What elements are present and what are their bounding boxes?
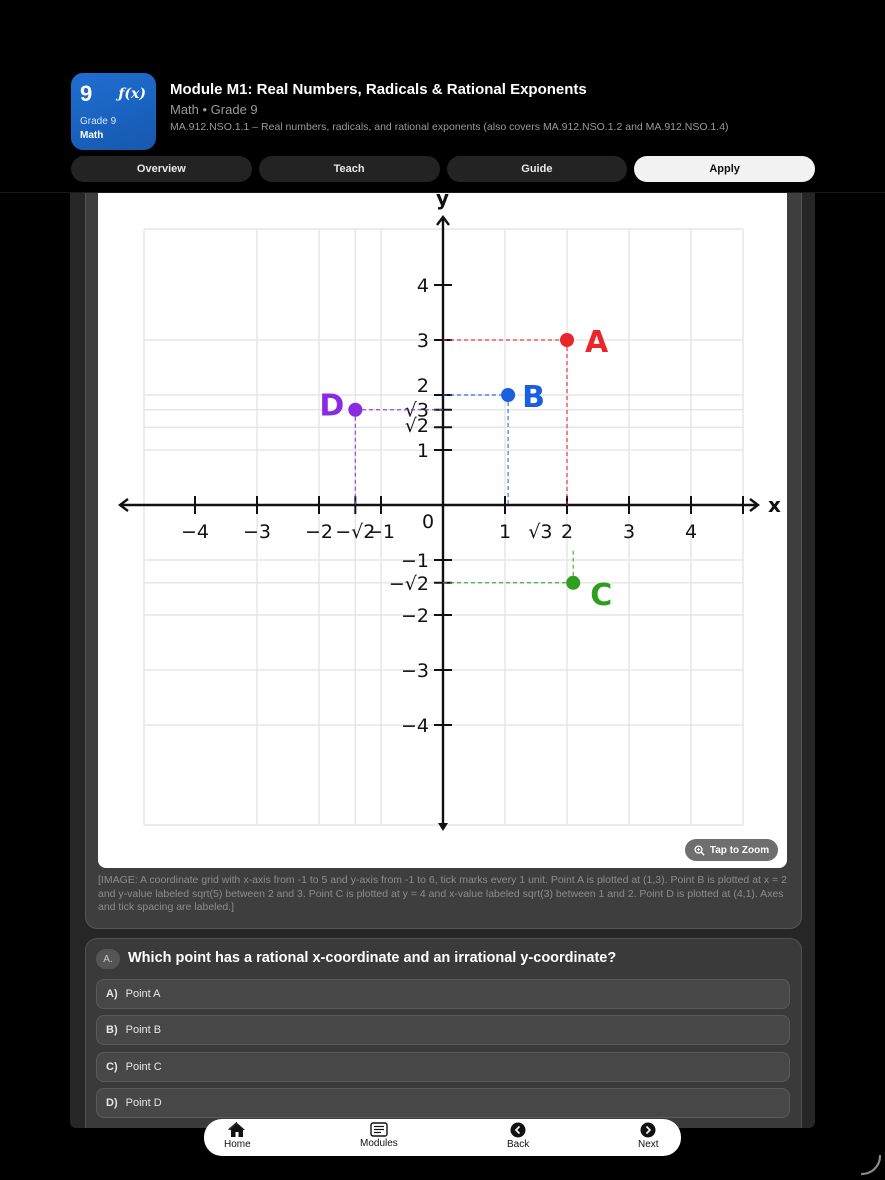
nav-modules-label: Modules bbox=[360, 1138, 398, 1149]
option-label: Point B bbox=[125, 1024, 162, 1036]
chevron-left-circle-icon bbox=[510, 1122, 526, 1138]
module-subtitle: Math • Grade 9 bbox=[170, 102, 258, 117]
option-label: Point C bbox=[125, 1061, 162, 1073]
coordinate-plane-chart bbox=[98, 193, 787, 868]
question-text: Which point has a rational x-coordinate and an irrational y-coordinate? bbox=[128, 950, 617, 966]
module-header bbox=[0, 0, 885, 193]
option-b[interactable] bbox=[96, 1015, 790, 1045]
svg-text:0: 0 bbox=[421, 511, 435, 533]
figure-caption: [IMAGE: A coordinate grid with x-axis from -1 to 5 and y-axis from -1 to 6, tick marks every 1 unit. Point A is plotted at (1,3). Point B is plotted at x = 2 and y-value labeled sqrt(5) between 2 and 3. Point C is plotted at y = 4 and x-value labeled sqrt(3) between 1 and 2. Point D is plotted at (4,1). Axes and tick spacing are labeled.] bbox=[98, 874, 787, 913]
tap-to-zoom-label: Tap to Zoom bbox=[709, 844, 770, 856]
tab-overview[interactable]: Overview bbox=[71, 156, 252, 182]
tab-teach[interactable]: Teach bbox=[259, 156, 440, 182]
svg-text:2: 2 bbox=[560, 521, 574, 543]
nav-home[interactable] bbox=[224, 1122, 251, 1150]
option-label: Point A bbox=[125, 988, 161, 1000]
module-title: Module M1: Real Numbers, Radicals & Rational Exponents bbox=[170, 81, 587, 98]
svg-text:√3: √3 bbox=[528, 521, 553, 543]
svg-text:−4: −4 bbox=[180, 521, 210, 543]
option-letter: C) bbox=[106, 1061, 118, 1073]
nav-back[interactable] bbox=[507, 1122, 529, 1150]
module-standards: MA.912.NSO.1.1 – Real numbers, radicals, and rational exponents (also covers MA.912.NSO.1.2 and MA.912.NSO.1.4) bbox=[170, 121, 729, 133]
option-label: Point D bbox=[125, 1097, 162, 1109]
grade-label: Grade 9 bbox=[80, 116, 117, 127]
tab-guide[interactable]: Guide bbox=[447, 156, 628, 182]
option-letter: D) bbox=[106, 1097, 118, 1109]
scroll-indicator bbox=[858, 1153, 884, 1177]
svg-text:2: 2 bbox=[416, 375, 429, 397]
svg-text:1: 1 bbox=[416, 440, 429, 462]
coordinate-plane-figure[interactable] bbox=[98, 193, 787, 868]
svg-text:4: 4 bbox=[416, 275, 429, 297]
grade-number: 9 bbox=[80, 81, 93, 106]
svg-text:3: 3 bbox=[416, 330, 429, 352]
option-c[interactable] bbox=[96, 1052, 790, 1082]
chevron-right-circle-icon bbox=[640, 1122, 656, 1138]
svg-text:−2: −2 bbox=[400, 605, 429, 627]
tap-to-zoom-button[interactable] bbox=[685, 839, 778, 861]
module-app-icon bbox=[71, 73, 156, 150]
nav-next-label: Next bbox=[638, 1139, 659, 1150]
svg-text:√3: √3 bbox=[404, 399, 429, 422]
svg-text:B: B bbox=[522, 380, 545, 415]
svg-text:D: D bbox=[319, 388, 345, 424]
svg-text:−3: −3 bbox=[242, 521, 272, 543]
svg-text:−3: −3 bbox=[400, 660, 429, 682]
svg-text:−2: −2 bbox=[304, 521, 334, 543]
question-badge: A. bbox=[96, 949, 120, 969]
nav-modules[interactable] bbox=[360, 1122, 398, 1149]
svg-text:C: C bbox=[590, 577, 613, 613]
svg-text:x: x bbox=[768, 493, 781, 517]
svg-text:−1: −1 bbox=[366, 521, 396, 543]
option-d[interactable] bbox=[96, 1088, 790, 1118]
tab-apply[interactable]: Apply bbox=[634, 156, 815, 182]
svg-text:−√2: −√2 bbox=[335, 521, 376, 543]
tab-bar bbox=[71, 156, 815, 182]
svg-text:3: 3 bbox=[622, 521, 636, 543]
zoom-in-icon bbox=[694, 845, 705, 856]
list-icon bbox=[370, 1122, 388, 1137]
nav-home-label: Home bbox=[224, 1139, 251, 1150]
svg-text:−√2: −√2 bbox=[388, 572, 429, 595]
option-a[interactable] bbox=[96, 979, 790, 1009]
subject-label: Math bbox=[80, 130, 104, 141]
svg-text:1: 1 bbox=[498, 521, 512, 543]
svg-text:−4: −4 bbox=[400, 715, 429, 737]
svg-text:−1: −1 bbox=[400, 550, 429, 572]
svg-text:√2: √2 bbox=[404, 415, 429, 438]
svg-text:A: A bbox=[585, 325, 609, 360]
nav-back-label: Back bbox=[507, 1139, 530, 1150]
svg-text:y: y bbox=[436, 193, 450, 210]
svg-text:4: 4 bbox=[684, 521, 698, 543]
bottom-nav bbox=[204, 1119, 681, 1156]
home-icon bbox=[228, 1122, 246, 1138]
option-letter: B) bbox=[106, 1024, 118, 1036]
nav-next[interactable] bbox=[638, 1122, 659, 1150]
function-icon: ƒ(x) bbox=[118, 86, 146, 102]
option-letter: A) bbox=[106, 988, 118, 1000]
